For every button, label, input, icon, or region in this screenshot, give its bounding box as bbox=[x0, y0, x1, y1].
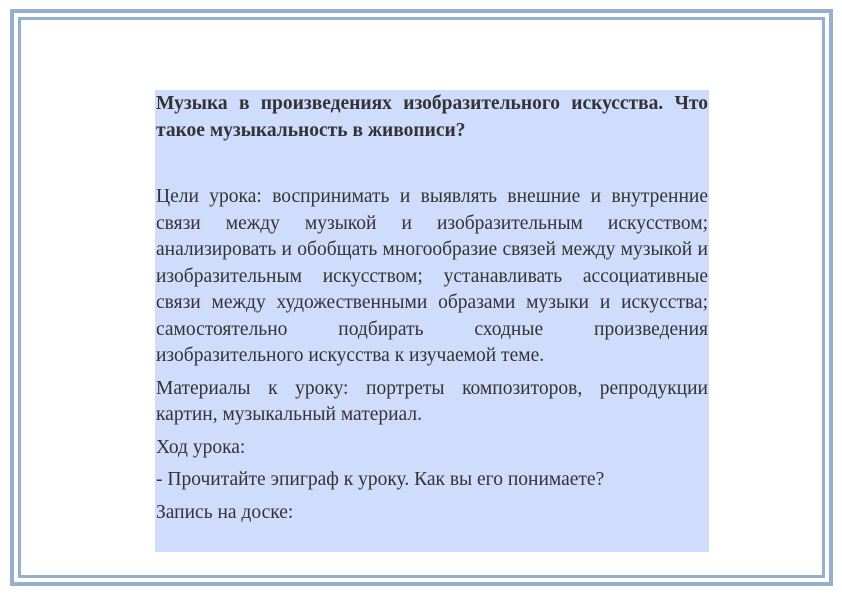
lesson-text-block bbox=[155, 90, 709, 552]
lesson-goals: Цели урока: воспринимать и выявлять внешние и внутренние связи между музыкой и изобразительным искусством; анализировать и обобщать многообразие связей между музыкой и изобразительным искусством; устанавливать ассоциативные связи между художественными образами музыки и искусства; самостоятельно подбирать сходные произведения изобразительного искусства к изучаемой теме. bbox=[156, 186, 708, 366]
lesson-materials: Материалы к уроку: портреты композиторов, репродукции картин, музыкальный материал. bbox=[156, 377, 708, 425]
board-note: Запись на доске: bbox=[156, 501, 294, 523]
lesson-progress-heading: Ход урока: bbox=[156, 436, 246, 458]
lesson-task: - Прочитайте эпиграф к уроку. Как вы его понимаете? bbox=[156, 469, 605, 490]
lesson-title: Музыка в произведениях изобразительного искусства. Что такое музыкальность в живописи? bbox=[156, 93, 708, 141]
